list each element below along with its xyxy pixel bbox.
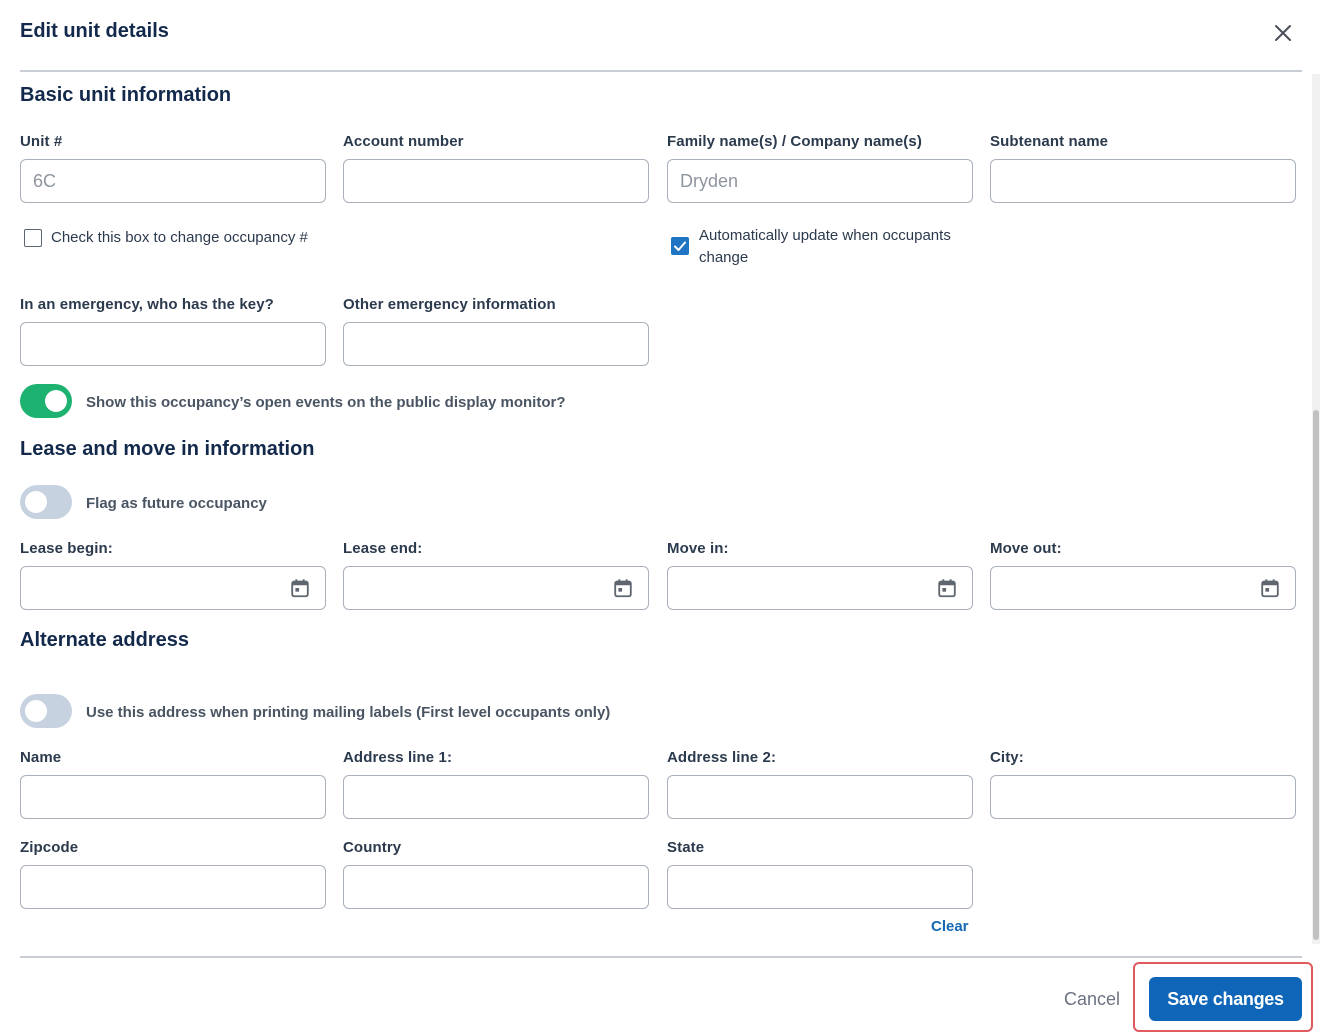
change-occupancy-checkbox[interactable] [24, 229, 42, 247]
address1-label: Address line 1: [343, 749, 453, 766]
change-occupancy-label: Check this box to change occupancy # [51, 229, 308, 246]
zipcode-label: Zipcode [20, 839, 79, 856]
section-basic-title: Basic unit information [20, 84, 232, 106]
move-in-input[interactable] [667, 566, 973, 610]
unit-label: Unit # [20, 133, 63, 150]
state-input[interactable] [667, 865, 973, 909]
subtenant-input[interactable] [990, 159, 1296, 203]
zipcode-input[interactable] [20, 865, 326, 909]
family-input[interactable]: Dryden [667, 159, 973, 203]
dialog-title: Edit unit details [20, 20, 169, 42]
footer-divider [20, 956, 1302, 958]
section-lease-title: Lease and move in information [20, 438, 315, 460]
subtenant-label: Subtenant name [990, 133, 1109, 150]
header-divider [20, 70, 1302, 72]
move-in-label: Move in: [667, 540, 729, 557]
name-label: Name [20, 749, 62, 766]
calendar-icon[interactable] [289, 577, 311, 599]
country-label: Country [343, 839, 402, 856]
toggle-knob [25, 491, 47, 513]
section-alternate-title: Alternate address [20, 629, 189, 651]
public-display-toggle[interactable] [20, 384, 72, 418]
address2-label: Address line 2: [667, 749, 777, 766]
cancel-button[interactable]: Cancel [1064, 989, 1121, 1009]
key-holder-input[interactable] [20, 322, 326, 366]
auto-update-label-line2: change [699, 249, 749, 266]
lease-begin-label: Lease begin: [20, 540, 113, 557]
country-input[interactable] [343, 865, 649, 909]
move-out-input[interactable] [990, 566, 1296, 610]
calendar-icon[interactable] [612, 577, 634, 599]
lease-end-label: Lease end: [343, 540, 423, 557]
auto-update-label-line1: Automatically update when occupants [699, 227, 951, 244]
name-input[interactable] [20, 775, 326, 819]
checkmark-icon [671, 237, 689, 255]
toggle-knob [25, 700, 47, 722]
close-icon [1268, 18, 1298, 48]
public-display-label: Show this occupancy’s open events on the public display monitor? [86, 394, 566, 411]
family-label: Family name(s) / Company name(s) [667, 133, 922, 150]
address1-input[interactable] [343, 775, 649, 819]
calendar-icon[interactable] [1259, 577, 1281, 599]
unit-input[interactable]: 6C [20, 159, 326, 203]
clear-link[interactable]: Clear [931, 918, 969, 935]
future-occupancy-label: Flag as future occupancy [86, 495, 267, 512]
lease-begin-input[interactable] [20, 566, 326, 610]
city-label: City: [990, 749, 1024, 766]
account-input[interactable] [343, 159, 649, 203]
close-button[interactable] [1268, 18, 1298, 48]
lease-end-input[interactable] [343, 566, 649, 610]
other-emergency-input[interactable] [343, 322, 649, 366]
move-out-label: Move out: [990, 540, 1062, 557]
city-input[interactable] [990, 775, 1296, 819]
auto-update-label [699, 225, 951, 269]
other-emergency-label: Other emergency information [343, 296, 556, 313]
calendar-icon[interactable] [936, 577, 958, 599]
mailing-labels-toggle[interactable] [20, 694, 72, 728]
future-occupancy-toggle[interactable] [20, 485, 72, 519]
toggle-knob [45, 390, 67, 412]
state-label: State [667, 839, 705, 856]
key-holder-label: In an emergency, who has the key? [20, 296, 274, 313]
scrollbar-thumb[interactable] [1313, 410, 1319, 940]
auto-update-checkbox[interactable] [671, 237, 689, 255]
save-button[interactable]: Save changes [1149, 977, 1302, 1021]
address2-input[interactable] [667, 775, 973, 819]
account-label: Account number [343, 133, 464, 150]
mailing-labels-label: Use this address when printing mailing labels (First level occupants only) [86, 704, 611, 721]
